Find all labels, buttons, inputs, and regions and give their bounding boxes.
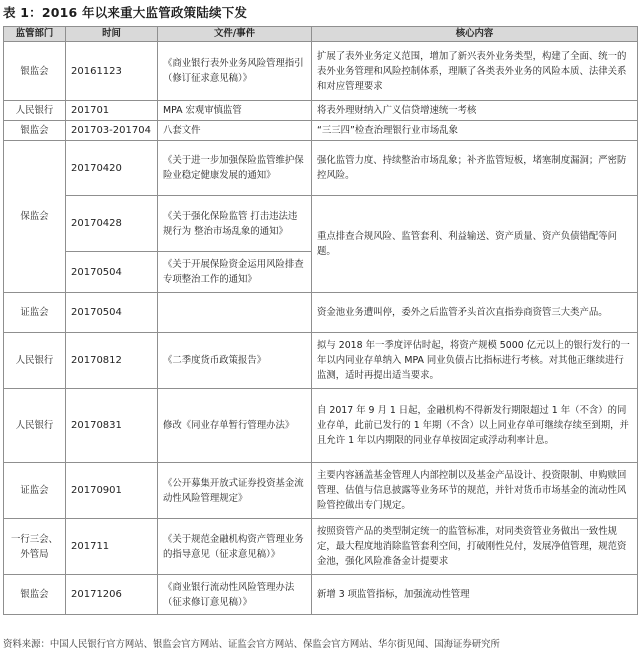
doc-cell	[158, 293, 312, 333]
regulation-table	[3, 26, 638, 615]
content-cell: 新增 3 项监管指标，加强流动性管理	[312, 575, 638, 615]
header-row	[4, 27, 638, 42]
time-cell: 20170901	[66, 463, 158, 519]
content-cell: 强化监管力度、持续整治市场乱象；补齐监管短板，堵塞制度漏洞；严密防控风险。	[312, 141, 638, 196]
time-cell: 20170831	[66, 389, 158, 463]
header-dept: 监管部门	[4, 27, 66, 42]
doc-cell: 《商业银行流动性风险管理办法（征求修订意见稿）》	[158, 575, 312, 615]
time-cell: 201711	[66, 519, 158, 575]
table-row	[4, 389, 638, 463]
doc-cell: 《二季度货币政策报告》	[158, 333, 312, 389]
time-cell: 201701	[66, 101, 158, 121]
table-row	[4, 575, 638, 615]
doc-cell: MPA 宏观审慎监管	[158, 101, 312, 121]
doc-cell: 八套文件	[158, 121, 312, 141]
dept-cell: 人民银行	[4, 333, 66, 389]
time-cell: 20170420	[66, 141, 158, 196]
dept-cell: 证监会	[4, 463, 66, 519]
dept-cell: 银监会	[4, 121, 66, 141]
time-cell: 20161123	[66, 42, 158, 101]
table-row	[4, 121, 638, 141]
table-title: 表 1：2016 年以来重大监管政策陆续下发	[3, 5, 248, 20]
dept-cell: 保监会	[4, 141, 66, 293]
content-cell: 资金池业务遭叫停，委外之后监管矛头首次直指券商资管三大类产品。	[312, 293, 638, 333]
doc-cell: 《公开募集开放式证券投资基金流动性风险管理规定》	[158, 463, 312, 519]
dept-cell: 银监会	[4, 575, 66, 615]
table-row	[4, 333, 638, 389]
content-cell: 重点排查合规风险、监管套利、利益输送、资产质量、资产负债错配等问题。	[312, 196, 638, 293]
dept-cell: 人民银行	[4, 389, 66, 463]
content-cell: 扩展了表外业务定义范围，增加了新兴表外业务类型，构建了全面、统一的表外业务管理和风险控制体系，理顺了各类表外业务的风险本质、法律关系和对应管理要求	[312, 42, 638, 101]
source-note: 资料来源：中国人民银行官方网站、银监会官方网站、证监会官方网站、保监会官方网站、华尔街见闻、国海证券研究所	[3, 639, 500, 650]
time-cell: 20170428	[66, 196, 158, 252]
content-cell: 按照资管产品的类型制定统一的监管标准，对同类资管业务做出一致性规定，最大程度地消除监管套利空间，打破刚性兑付，发展净值管理，规范资金池，强化风险准备金计提要求	[312, 519, 638, 575]
dept-cell: 银监会	[4, 42, 66, 101]
dept-cell: 人民银行	[4, 101, 66, 121]
dept-cell: 证监会	[4, 293, 66, 333]
doc-cell: 《关于开展保险资金运用风险排查专项整治工作的通知》	[158, 252, 312, 293]
time-cell: 20170812	[66, 333, 158, 389]
doc-cell: 《关于强化保险监管 打击违法违规行为 整治市场乱象的通知》	[158, 196, 312, 252]
header-time: 时间	[66, 27, 158, 42]
time-cell: 20170504	[66, 252, 158, 293]
header-content: 核心内容	[312, 27, 638, 42]
doc-cell: 《关于规范金融机构资产管理业务的指导意见（征求意见稿）》	[158, 519, 312, 575]
time-cell: 20171206	[66, 575, 158, 615]
content-cell: 主要内容涵盖基金管理人内部控制以及基金产品设计、投资限制、申购赎回管理、估值与信息披露等业务环节的规范，并针对货币市场基金的流动性风险管控做出专门规定。	[312, 463, 638, 519]
time-cell: 201703-201704	[66, 121, 158, 141]
content-cell: 将表外理财纳入广义信贷增速统一考核	[312, 101, 638, 121]
dept-cell: 一行三会、外管局	[4, 519, 66, 575]
content-cell: 拟与 2018 年一季度评估时起，将资产规模 5000 亿元以上的银行发行的一年以内同业存单纳入 MPA 同业负债占比指标进行考核。对其他正继续进行监测，适时再提出适当要求。	[312, 333, 638, 389]
table-row	[4, 293, 638, 333]
table-row	[4, 101, 638, 121]
doc-cell: 修改《同业存单暂行管理办法》	[158, 389, 312, 463]
doc-cell: 《关于进一步加强保险监管维护保险业稳定健康发展的通知》	[158, 141, 312, 196]
header-doc: 文件/事件	[158, 27, 312, 42]
table-row	[4, 463, 638, 519]
doc-cell: 《商业银行表外业务风险管理指引（修订征求意见稿）》	[158, 42, 312, 101]
time-cell: 20170504	[66, 293, 158, 333]
table-row	[4, 519, 638, 575]
content-cell: “三三四”检查治理银行业市场乱象	[312, 121, 638, 141]
content-cell: 自 2017 年 9 月 1 日起，金融机构不得新发行期限超过 1 年（不含）的同业存单，此前已发行的 1 年期（不含）以上同业存单可继续存续至到期，并且允许 1 年以内期限的同业存单按固定或浮动利率计息。	[312, 389, 638, 463]
table-row	[4, 196, 638, 252]
table-row	[4, 42, 638, 101]
table-row	[4, 141, 638, 196]
